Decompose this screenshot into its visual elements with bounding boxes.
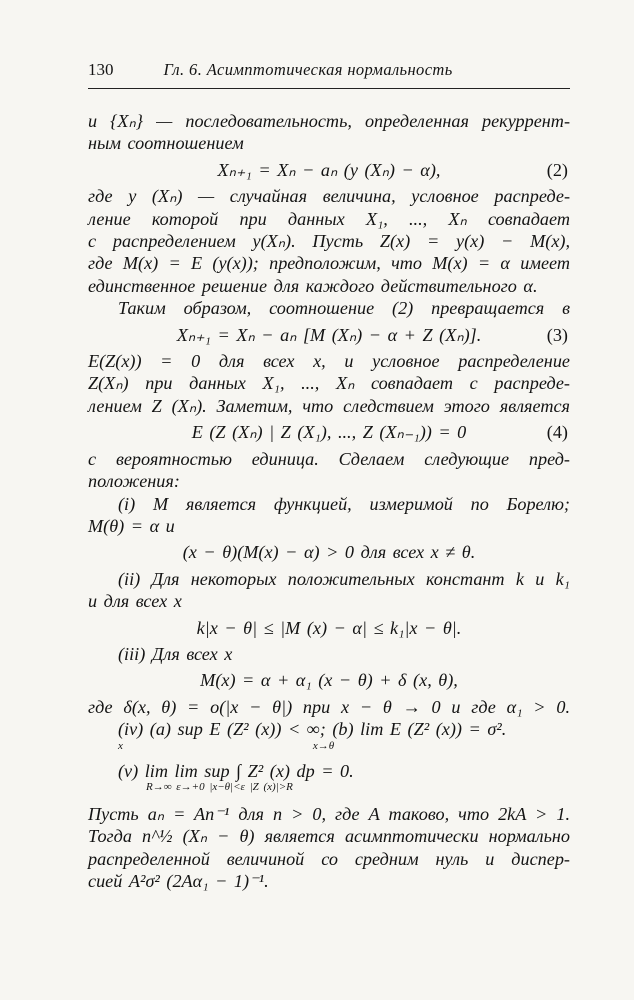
equation-expression: Xₙ₊₁ = Xₙ − aₙ [M (Xₙ) − α + Z (Xₙ)]. xyxy=(176,324,482,345)
text-line: и для всех x xyxy=(88,591,182,612)
text-line: ным соотношением xyxy=(88,133,244,154)
equation-4 xyxy=(88,421,570,443)
header-rule xyxy=(88,88,570,89)
page-header xyxy=(88,60,568,80)
subscript-line: R→∞ ε→+0 |x−θ|<ε |Z (x)|>R xyxy=(146,780,293,793)
equation-3 xyxy=(88,324,570,346)
text-line: E(Z(x)) = 0 для всех x, и условное распределение xyxy=(88,351,570,372)
condition-i-formula xyxy=(88,541,570,563)
equation-expression: (x − θ)(M(x) − α) > 0 для всех x ≠ θ. xyxy=(182,542,476,563)
text-line: M(θ) = α и xyxy=(88,515,175,536)
text-line: распределенной величиной со средним нуль и диспер- xyxy=(88,848,570,869)
text-line: (iv) (a) sup E (Z² (x)) < ∞; (b) lim E (Z² (x)) = σ². xyxy=(118,719,507,740)
equation-expression: k|x − θ| ≤ |M (x) − α| ≤ k₁|x − θ|. xyxy=(196,617,462,638)
text-line: Таким образом, соотношение (2) превращается в xyxy=(118,298,570,319)
text-line: единственное решение для каждого действительного α. xyxy=(88,275,538,296)
equation-expression: Xₙ₊₁ = Xₙ − aₙ (y (Xₙ) − α), xyxy=(217,159,441,180)
page-number: 130 xyxy=(88,60,114,79)
running-title: Гл. 6. Асимптотическая нормальность xyxy=(163,60,453,79)
equation-number: (3) xyxy=(546,324,568,345)
text-line: с вероятностью единица. Сделаем следующие пред- xyxy=(88,448,570,469)
subscript-line: x x→θ xyxy=(118,739,335,752)
text-line: с распределением y(Xₙ). Пусть Z(x) = y(x) − M(x), xyxy=(88,231,570,252)
condition-ii-formula xyxy=(88,617,570,639)
equation-expression: (v) lim lim sup ∫ Z² (x) dp = 0. xyxy=(118,760,354,781)
condition-v-formula xyxy=(88,760,570,793)
equation-expression: M(x) = α + α₁ (x − θ) + δ (x, θ), xyxy=(200,670,458,691)
text-line: и {Xₙ} — последовательность, определенная рекуррент- xyxy=(88,111,570,131)
equation-number: (2) xyxy=(546,159,568,180)
text-line: (ii) Для некоторых положительных констант k и k₁ xyxy=(118,568,570,589)
text-line: Z(Xₙ) при данных X₁, ..., Xₙ совпадает с распреде- xyxy=(88,373,570,394)
text-line: положения: xyxy=(88,471,180,492)
equation-expression: E (Z (Xₙ) | Z (X₁), ..., Z (Xₙ₋₁)) = 0 xyxy=(191,422,467,443)
equation-2 xyxy=(88,159,570,181)
text-line: (i) M является функцией, измеримой по Борелю; xyxy=(118,493,570,514)
text-line: Тогда n^½ (Xₙ − θ) является асимптотически нормально xyxy=(88,826,570,847)
text-line: Пусть aₙ = An⁻¹ для n > 0, где A таково, что 2kA > 1. xyxy=(88,803,570,824)
text-line: где y (Xₙ) — случайная величина, условное распреде- xyxy=(88,186,570,207)
text-line: где M(x) = E (y(x)); предположим, что M(x) = α имеет xyxy=(88,253,570,274)
text-line: где δ(x, θ) = o(|x − θ|) при x − θ → 0 и где α₁ > 0. xyxy=(88,696,570,717)
text-line: сией A²σ² (2Aα₁ − 1)⁻¹. xyxy=(88,871,269,892)
equation-number: (4) xyxy=(546,422,568,443)
body-text xyxy=(88,110,570,893)
text-line: лением Z (Xₙ). Заметим, что следствием этого является xyxy=(88,395,570,416)
text-line: ление которой при данных X₁, ..., Xₙ совпадает xyxy=(88,208,570,229)
condition-iii-formula xyxy=(88,669,570,691)
text-line: (iii) Для всех x xyxy=(118,643,233,664)
